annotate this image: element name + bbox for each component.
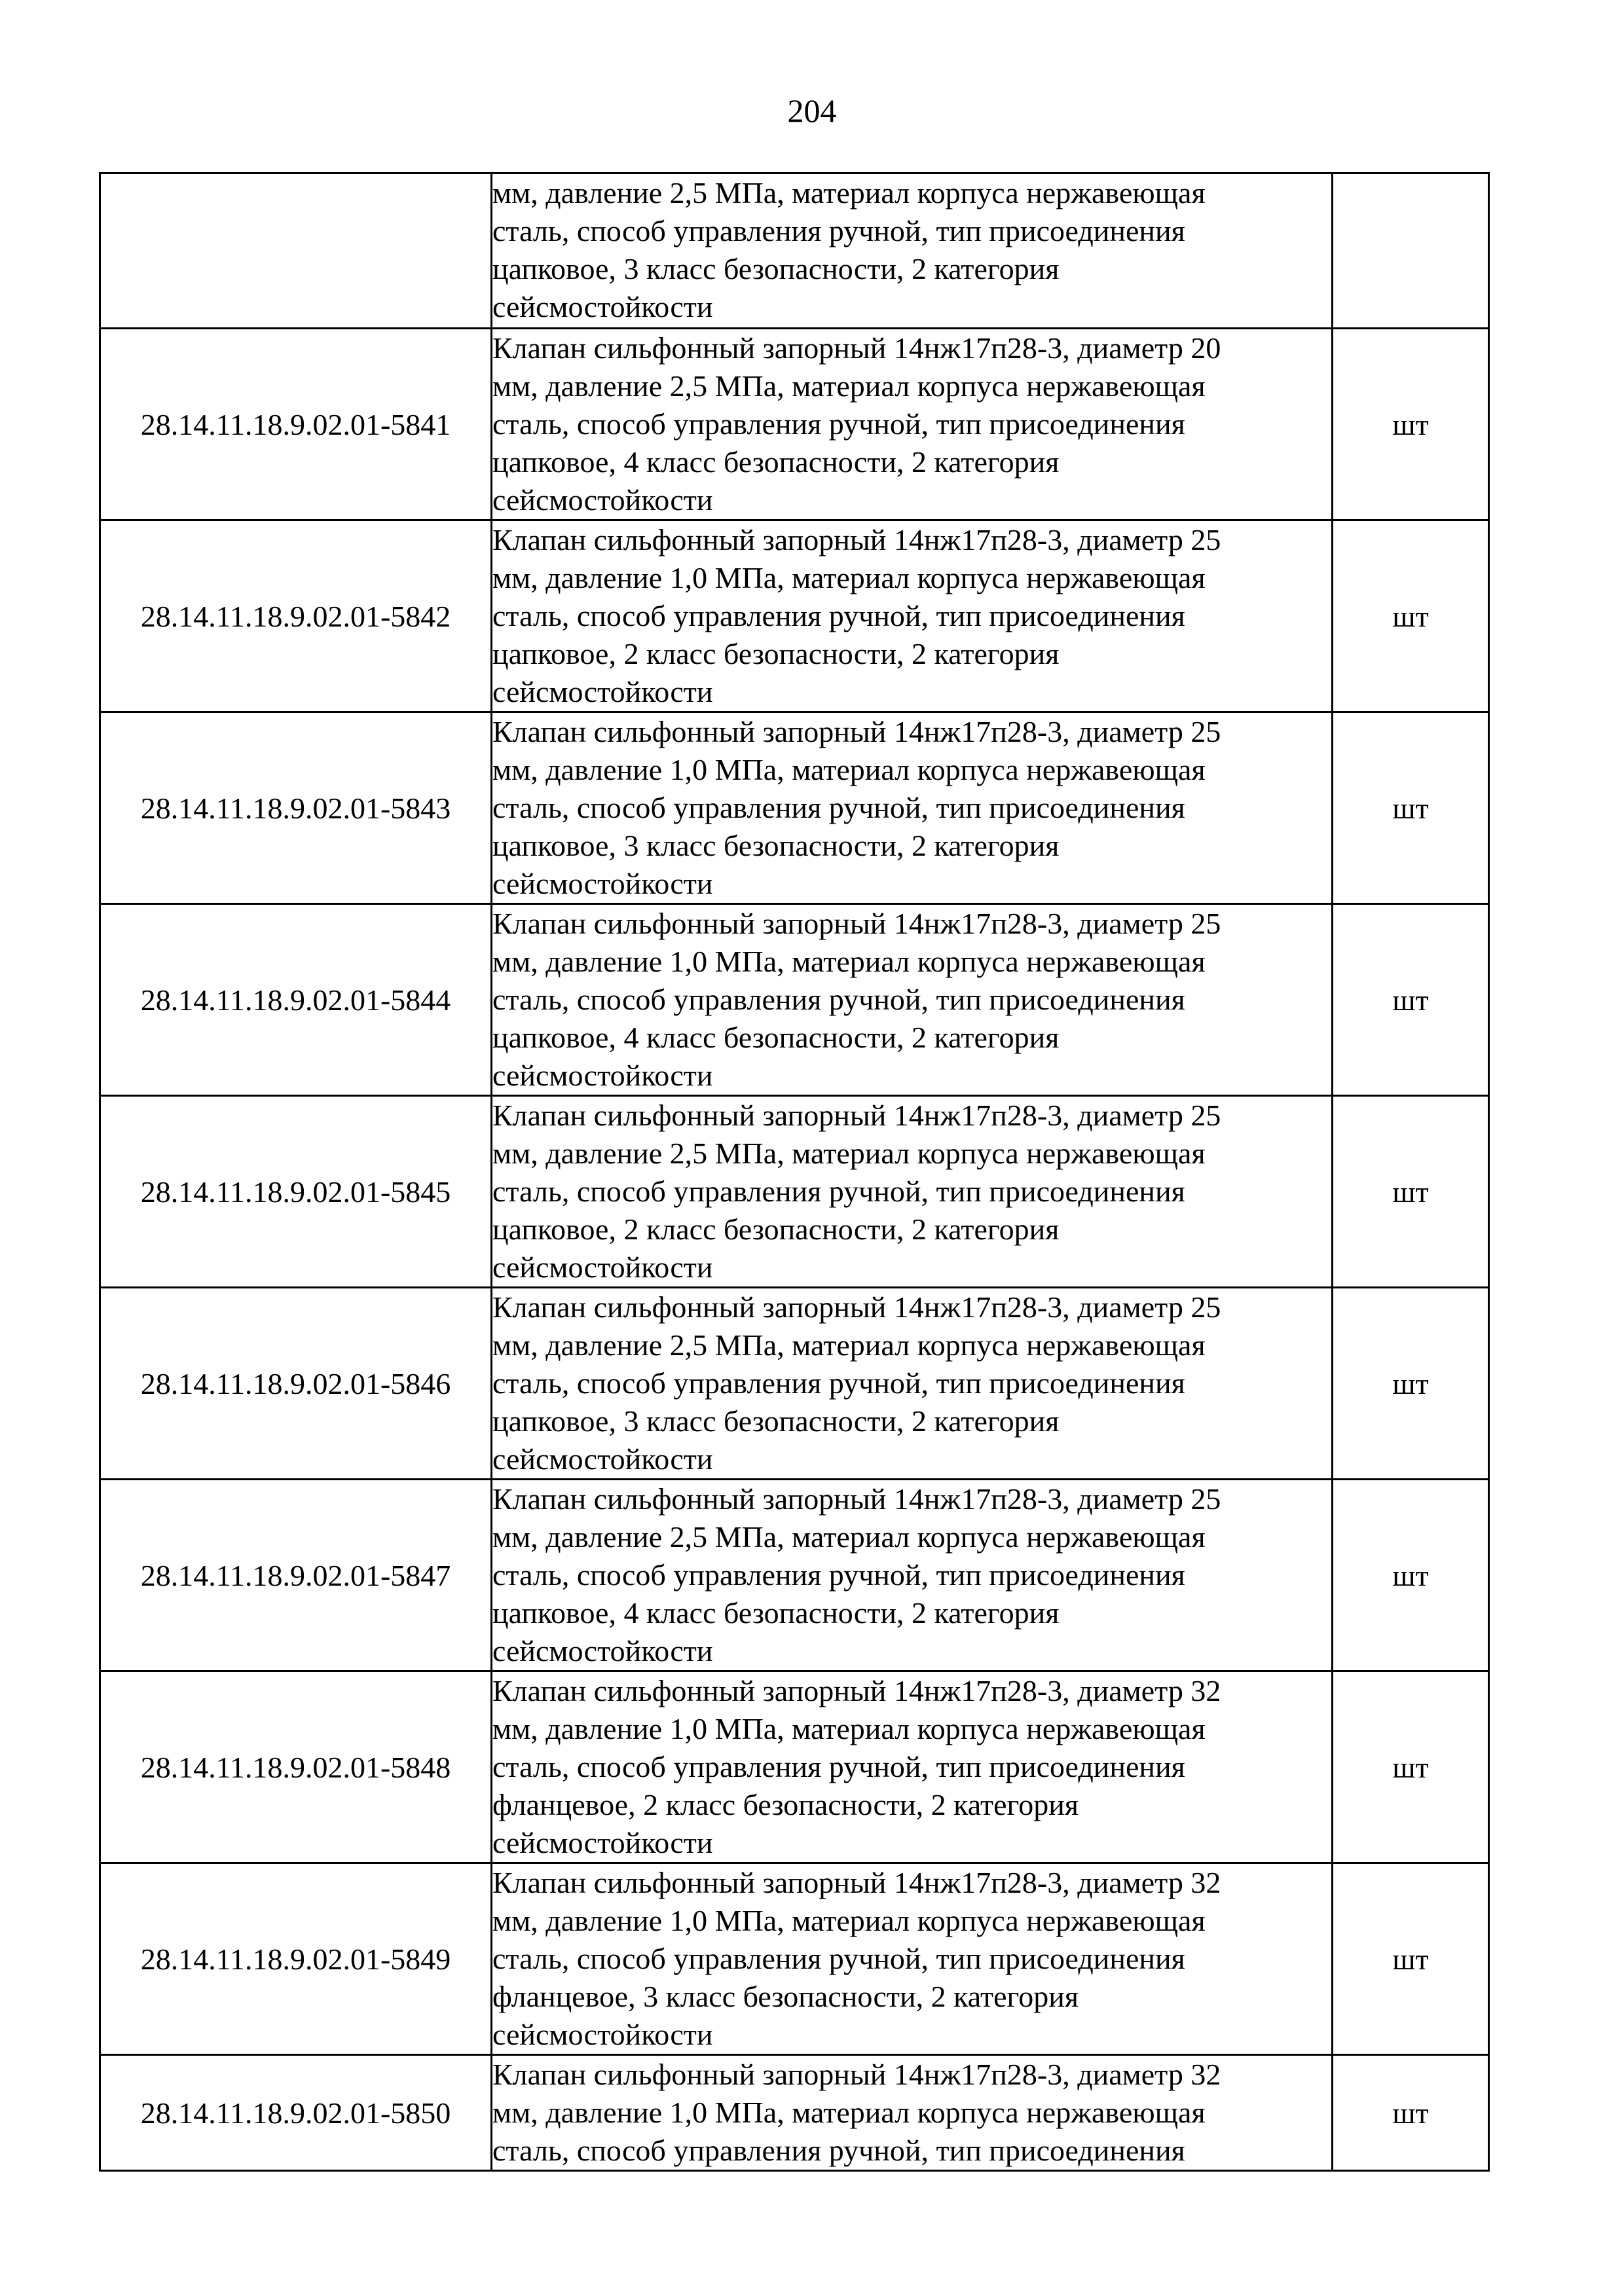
item-code-cell [100, 173, 492, 329]
item-code-cell: 28.14.11.18.9.02.01-5849 [100, 1863, 492, 2055]
unit-cell: шт [1333, 1288, 1489, 1480]
item-code-cell: 28.14.11.18.9.02.01-5847 [100, 1480, 492, 1671]
unit-cell: шт [1333, 2055, 1489, 2171]
description-line: сейсмостойкости [492, 675, 713, 708]
table-row [100, 2055, 1489, 2171]
unit-cell: шт [1333, 329, 1489, 520]
description-line: Клапан сильфонный запорный 14нж17п28-3, диаметр 20 [492, 331, 1221, 365]
description-line: Клапан сильфонный запорный 14нж17п28-3, диаметр 25 [492, 523, 1221, 556]
item-description-cell [492, 904, 1333, 1096]
unit-cell: шт [1333, 1480, 1489, 1671]
unit-cell: шт [1333, 904, 1489, 1096]
description-line: фланцевое, 3 класс безопасности, 2 категория [492, 1980, 1079, 2013]
unit-cell: шт [1333, 1096, 1489, 1288]
unit-cell: шт [1333, 712, 1489, 904]
unit-cell: шт [1333, 1671, 1489, 1863]
description-line: Клапан сильфонный запорный 14нж17п28-3, диаметр 32 [492, 1866, 1221, 1899]
description-line: цапковое, 2 класс безопасности, 2 категория [492, 637, 1060, 670]
description-line: цапковое, 4 класс безопасности, 2 категория [492, 1596, 1060, 1630]
item-code-cell: 28.14.11.18.9.02.01-5845 [100, 1096, 492, 1288]
description-line: сталь, способ управления ручной, тип присоединения [492, 1942, 1185, 1975]
table-row [100, 904, 1489, 1096]
item-code-cell: 28.14.11.18.9.02.01-5848 [100, 1671, 492, 1863]
description-line: сейсмостойкости [492, 483, 713, 517]
description-line: сейсмостойкости [492, 1250, 713, 1284]
description-line: мм, давление 1,0 МПа, материал корпуса нержавеющая [492, 1904, 1206, 1937]
description-line: мм, давление 1,0 МПа, материал корпуса нержавеющая [492, 2096, 1206, 2129]
description-line: сталь, способ управления ручной, тип присоединения [492, 599, 1185, 632]
unit-cell: шт [1333, 520, 1489, 712]
item-description-cell [492, 1288, 1333, 1480]
item-description-cell [492, 2055, 1333, 2171]
table-row [100, 1096, 1489, 1288]
table-body [100, 173, 1489, 2171]
page-number: 204 [787, 92, 837, 129]
description-line: мм, давление 2,5 МПа, материал корпуса нержавеющая [492, 1520, 1206, 1554]
unit-cell [1333, 173, 1489, 329]
table-row [100, 329, 1489, 520]
description-line: Клапан сильфонный запорный 14нж17п28-3, диаметр 25 [492, 1099, 1221, 1132]
item-code-cell: 28.14.11.18.9.02.01-5850 [100, 2055, 492, 2171]
table-row [100, 1671, 1489, 1863]
description-line: сейсмостойкости [492, 1634, 713, 1667]
description-line: Клапан сильфонный запорный 14нж17п28-3, диаметр 25 [492, 1482, 1221, 1516]
description-line: мм, давление 2,5 МПа, материал корпуса нержавеющая [492, 176, 1206, 210]
description-line: сейсмостойкости [492, 1059, 713, 1092]
description-line: Клапан сильфонный запорный 14нж17п28-3, диаметр 32 [492, 1674, 1221, 1707]
item-description-cell [492, 520, 1333, 712]
description-line: Клапан сильфонный запорный 14нж17п28-3, диаметр 25 [492, 1290, 1221, 1324]
description-line: цапковое, 3 класс безопасности, 2 категория [492, 829, 1060, 862]
description-line: сталь, способ управления ручной, тип присоединения [492, 407, 1185, 441]
description-line: сталь, способ управления ручной, тип присоединения [492, 1366, 1185, 1400]
table-row [100, 1480, 1489, 1671]
item-description-cell [492, 1096, 1333, 1288]
item-code-cell: 28.14.11.18.9.02.01-5842 [100, 520, 492, 712]
description-line: цапковое, 4 класс безопасности, 2 категория [492, 1021, 1060, 1054]
description-line: сталь, способ управления ручной, тип присоединения [492, 2134, 1185, 2167]
description-line: фланцевое, 2 класс безопасности, 2 категория [492, 1788, 1079, 1821]
description-line: сталь, способ управления ручной, тип присоединения [492, 1750, 1185, 1783]
item-code-cell: 28.14.11.18.9.02.01-5841 [100, 329, 492, 520]
description-line: цапковое, 2 класс безопасности, 2 категория [492, 1212, 1060, 1246]
description-line: сейсмостойкости [492, 1826, 713, 1859]
description-line: цапковое, 3 класс безопасности, 2 категория [492, 252, 1060, 285]
description-line: мм, давление 1,0 МПа, материал корпуса нержавеющая [492, 561, 1206, 594]
item-description-cell [492, 329, 1333, 520]
price-table [99, 172, 1490, 2172]
description-line: сейсмостойкости [492, 867, 713, 900]
description-line: сталь, способ управления ручной, тип присоединения [492, 214, 1185, 247]
description-line: сейсмостойкости [492, 290, 713, 323]
item-code-cell: 28.14.11.18.9.02.01-5843 [100, 712, 492, 904]
description-line: мм, давление 2,5 МПа, материал корпуса нержавеющая [492, 369, 1206, 403]
unit-cell: шт [1333, 1863, 1489, 2055]
item-description-cell [492, 173, 1333, 329]
description-line: сталь, способ управления ручной, тип присоединения [492, 1558, 1185, 1592]
item-code-cell: 28.14.11.18.9.02.01-5846 [100, 1288, 492, 1480]
description-line: цапковое, 3 класс безопасности, 2 категория [492, 1404, 1060, 1438]
description-line: сейсмостойкости [492, 1442, 713, 1476]
item-description-cell [492, 1671, 1333, 1863]
item-description-cell [492, 712, 1333, 904]
table-row [100, 1288, 1489, 1480]
description-line: Клапан сильфонный запорный 14нж17п28-3, диаметр 25 [492, 715, 1221, 748]
table-row [100, 1863, 1489, 2055]
description-line: мм, давление 1,0 МПа, материал корпуса нержавеющая [492, 1712, 1206, 1745]
table-row [100, 173, 1489, 329]
item-description-cell [492, 1480, 1333, 1671]
description-line: цапковое, 4 класс безопасности, 2 категория [492, 445, 1060, 479]
item-description-cell [492, 1863, 1333, 2055]
description-line: Клапан сильфонный запорный 14нж17п28-3, диаметр 25 [492, 907, 1221, 940]
description-line: сталь, способ управления ручной, тип присоединения [492, 983, 1185, 1016]
table-row [100, 520, 1489, 712]
description-line: сейсмостойкости [492, 2018, 713, 2051]
table-row [100, 712, 1489, 904]
description-line: сталь, способ управления ручной, тип присоединения [492, 1175, 1185, 1208]
description-line: сталь, способ управления ручной, тип присоединения [492, 791, 1185, 824]
item-code-cell: 28.14.11.18.9.02.01-5844 [100, 904, 492, 1096]
description-line: Клапан сильфонный запорный 14нж17п28-3, диаметр 32 [492, 2058, 1221, 2091]
description-line: мм, давление 2,5 МПа, материал корпуса нержавеющая [492, 1328, 1206, 1362]
description-line: мм, давление 1,0 МПа, материал корпуса нержавеющая [492, 945, 1206, 978]
description-line: мм, давление 2,5 МПа, материал корпуса нержавеющая [492, 1137, 1206, 1170]
description-line: мм, давление 1,0 МПа, материал корпуса нержавеющая [492, 753, 1206, 786]
